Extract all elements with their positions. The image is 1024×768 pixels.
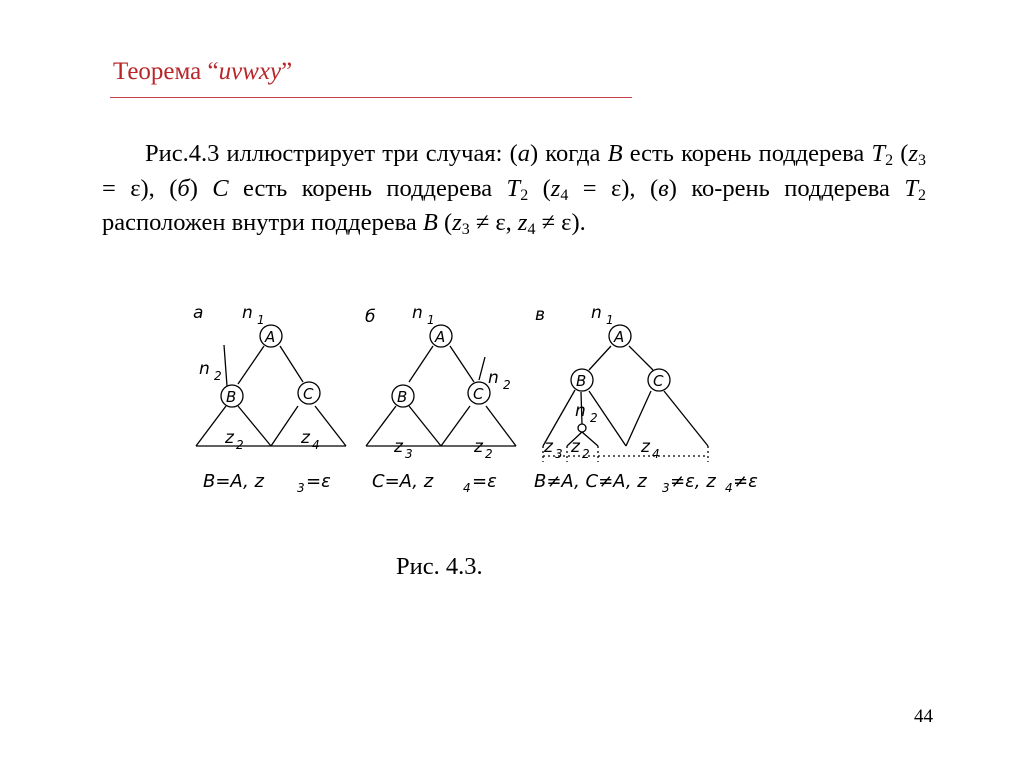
svg-text:A: A [265,328,276,346]
panel-a-lines [196,345,346,446]
tree-diagram [185,298,765,498]
svg-text:B: B [397,388,408,406]
title-prefix: Теорема “ [113,58,219,85]
panel-b-n1: n [412,303,423,323]
svg-text:=ε: =ε [306,471,331,492]
svg-text:1: 1 [427,313,435,327]
panel-c-n2: n [575,401,586,421]
figure-caption: Рис. 4.3. [396,553,483,580]
svg-text:≠ε, z: ≠ε, z [670,471,716,492]
svg-text:4: 4 [463,481,471,495]
svg-text:=ε: =ε [472,471,497,492]
title-underline [110,97,632,98]
panel-c-label: в [535,305,546,325]
svg-text:2: 2 [503,378,511,392]
svg-text:2: 2 [485,447,493,461]
svg-text:B: B [226,388,237,406]
panel-a-n2: n [199,359,210,379]
svg-text:z: z [225,428,234,448]
panel-c-n1: n [591,303,602,323]
svg-text:1: 1 [606,313,614,327]
body-paragraph: Рис.4.3 иллюстрирует три случая: (а) когда B есть корень поддерева $T_2$ $(z_3 = \varepsilon)$, (б) C есть корень поддерева $T_2$ $(z_4 = \varepsilon)$, (в) ко-рень поддерева $T_2$ расположен внутри поддерева B ($z_3 \ne \varepsilon$, $z_4 \ne \varepsilon$). [102,140,926,238]
panel-c-condition: B≠A, C≠A, z [534,471,647,492]
panel-a-n1: n [242,303,253,323]
svg-text:z: z [474,437,483,457]
svg-text:3: 3 [297,481,305,495]
svg-text:≠ε: ≠ε [733,471,758,492]
svg-text:4: 4 [312,438,320,452]
svg-text:4: 4 [725,481,733,495]
svg-text:B: B [576,372,587,390]
panel-b-condition: C=A, z [372,471,434,492]
svg-text:C: C [473,385,484,403]
panel-b-n2: n [488,368,499,388]
svg-text:z: z [301,428,310,448]
title-emphasis: uvwxy [218,58,282,85]
svg-text:C: C [653,372,664,390]
node-c-small [578,424,586,432]
svg-text:z: z [544,437,553,457]
panel-b-label: б [365,307,376,327]
svg-text:z: z [394,437,403,457]
svg-text:2: 2 [590,411,598,425]
slide-title [113,58,292,86]
panel-c-lines [543,346,708,462]
title-suffix: ” [281,58,293,85]
svg-text:A: A [435,328,446,346]
svg-text:1: 1 [257,313,265,327]
svg-text:3: 3 [555,447,563,461]
panel-a-condition: B=A, z [203,471,264,492]
svg-text:C: C [303,385,314,403]
svg-text:2: 2 [214,369,222,383]
svg-text:z: z [641,437,650,457]
svg-text:2: 2 [236,438,244,452]
panel-b-lines [366,346,516,446]
svg-text:3: 3 [662,481,670,495]
svg-text:3: 3 [405,447,413,461]
panel-a-label: а [193,303,204,323]
page-number: 44 [914,706,933,727]
svg-text:z: z [571,437,580,457]
svg-text:2: 2 [582,447,590,461]
svg-text:4: 4 [652,447,660,461]
svg-text:A: A [614,328,625,346]
